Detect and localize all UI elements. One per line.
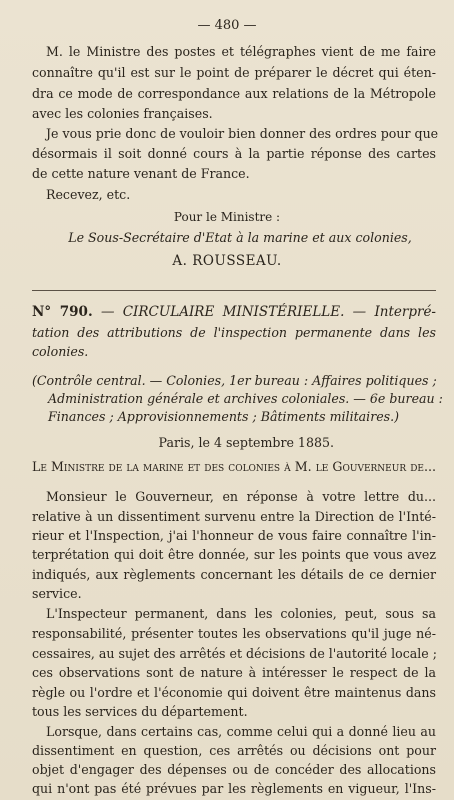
body-line: ces observations sont de nature à intéresser le respect de la bbox=[32, 665, 436, 680]
control-reference-line: (Contrôle central. — Colonies, 1er bureau : Affaires politiques ; bbox=[32, 373, 437, 388]
body-line: règle ou l'ordre et l'économie qui doivent être maintenus dans bbox=[32, 685, 436, 700]
letter-line: connaître qu'il est sur le point de préparer le décret qui éten- bbox=[32, 65, 436, 80]
circular-heading-line: tation des attributions de l'inspection permanente dans les bbox=[32, 325, 436, 340]
body-line: Lorsque, dans certains cas, comme celui qui a donné lieu au bbox=[46, 724, 436, 739]
letter-line: désormais il soit donné cours à la partie réponse des cartes bbox=[32, 146, 436, 161]
circular-title: — CIRCULAIRE MINISTÉRIELLE. — Interpré- bbox=[100, 304, 436, 320]
body-line: relative à un dissentiment survenu entre la Direction de l'Inté- bbox=[32, 509, 436, 524]
letter-line: avec les colonies françaises. bbox=[32, 106, 213, 121]
letter-line: de cette nature venant de France. bbox=[32, 166, 250, 181]
letter-line: M. le Ministre des postes et télégraphes vient de me faire bbox=[46, 44, 436, 59]
body-line: responsabilité, présenter toutes les observations qu'il juge né- bbox=[32, 626, 436, 641]
body-line: qui n'ont pas été prévues par les règlements en vigueur, l'Ins- bbox=[32, 781, 436, 796]
control-reference-line: Administration générale et archives coloniales. — 6e bureau : bbox=[48, 391, 443, 406]
body-line: dissentiment en question, ces arrêtés ou décisions ont pour bbox=[32, 743, 436, 758]
circular-date: Paris, le 4 septembre 1885. bbox=[158, 435, 334, 450]
circular-address: Le Ministre de la marine et des colonies à M. le Gouverneur de... bbox=[32, 459, 436, 474]
body-line: Monsieur le Gouverneur, en réponse à votre lettre du... bbox=[46, 489, 436, 504]
letter-closing: Recevez, etc. bbox=[46, 187, 131, 202]
signature-role: Le Sous-Secrétaire d'Etat à la marine et aux colonies, bbox=[68, 230, 412, 245]
circular-number: N° 790. bbox=[32, 304, 93, 320]
body-line: tous les services du département. bbox=[32, 704, 248, 719]
body-line: rieur et l'Inspection, j'ai l'honneur de vous faire connaître l'in- bbox=[32, 528, 436, 543]
body-line: terprétation qui doit être donnée, sur les points que vous avez bbox=[32, 547, 436, 562]
body-line: indiqués, aux règlements concernant les détails de ce dernier bbox=[32, 567, 436, 582]
signature-pour: Pour le Ministre : bbox=[173, 210, 281, 224]
circular-heading-line bbox=[32, 306, 436, 320]
control-reference-line: Finances ; Approvisionnements ; Bâtiments militaires.) bbox=[48, 409, 400, 424]
letter-line: Je vous prie donc de vouloir bien donner des ordres pour que bbox=[46, 126, 439, 141]
signature-name: A. ROUSSEAU. bbox=[172, 253, 282, 269]
section-divider bbox=[32, 290, 436, 291]
circular-heading-line: colonies. bbox=[32, 344, 89, 359]
body-line: cessaires, au sujet des arrêtés et décisions de l'autorité locale ; bbox=[32, 646, 437, 661]
body-line: objet d'engager des dépenses ou de concéder des allocations bbox=[32, 762, 436, 777]
body-line: service. bbox=[32, 586, 82, 601]
letter-line: dra ce mode de correspondance aux relations de la Métropole bbox=[32, 86, 436, 101]
page-number: — 480 — bbox=[197, 18, 257, 33]
body-line: L'Inspecteur permanent, dans les colonies, peut, sous sa bbox=[46, 606, 436, 621]
